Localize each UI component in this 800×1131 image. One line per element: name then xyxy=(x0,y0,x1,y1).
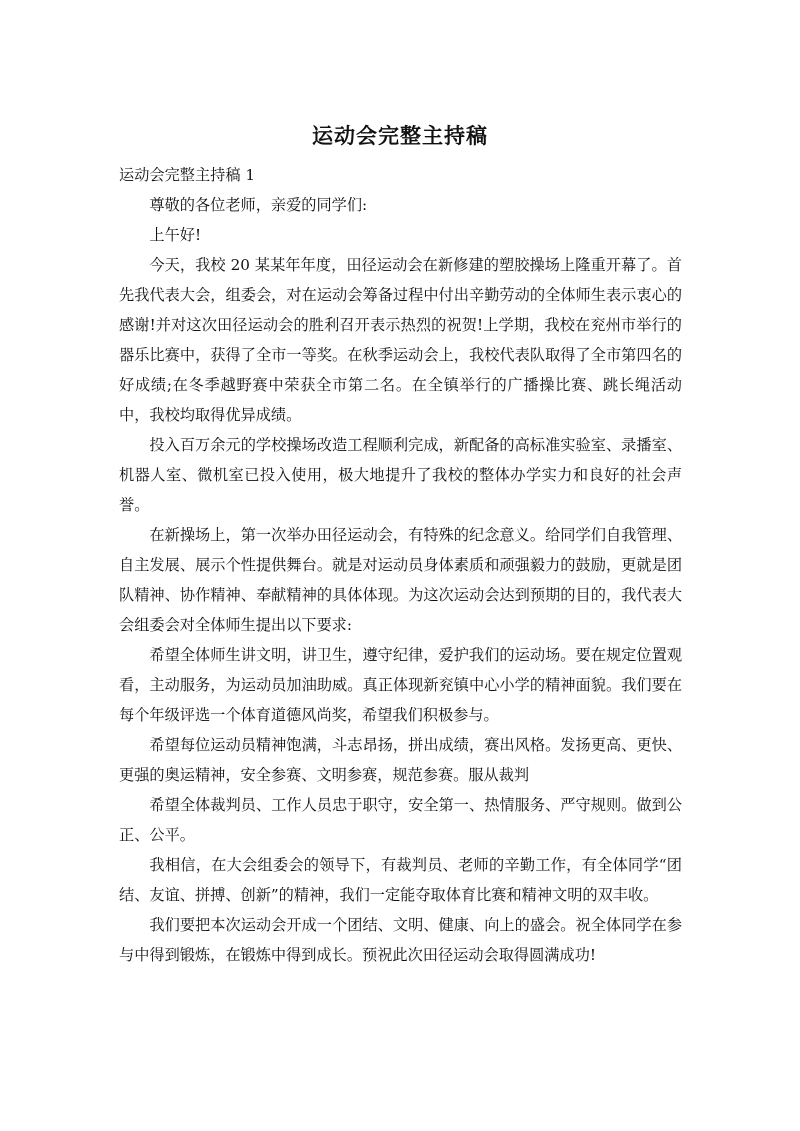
document-title: 运动会完整主持稿 xyxy=(312,124,488,148)
closing-paragraph: 我们要把本次运动会开成一个团结、文明、健康、向上的盛会。祝全体同学在参与中得到锻炼，在锻炼中得到成长。预祝此次田径运动会取得圆满成功! xyxy=(119,916,682,964)
salutation-paragraph: 尊敬的各位老师，亲爱的同学们: xyxy=(149,196,368,214)
significance-paragraph: 在新操场上，第一次举办田径运动会，有特殊的纪念意义。给同学们自我管理、自主发展、展示个性提供舞台。就是对运动员身体素质和顽强毅力的鼓励，更就是团队精神、协作精神、奉献精神的具体体现。为这次运动会达到预期的目的，我代表大会组委会对全体师生提出以下要求: xyxy=(119,526,682,634)
document-subtitle: 运动会完整主持稿 1 xyxy=(119,166,255,184)
opening-paragraph: 今天，我校 20 某某年年度，田径运动会在新修建的塑胶操场上隆重开幕了。首先我代表大会，组委会，对在运动会筹备过程中付出辛勤劳动的全体师生表示衷心的感谢!并对这次田径运动会的胜利召开表示热烈的祝贺!上学期，我校在兖州市举行的器乐比赛中，获得了全市一等奖。在秋季运动会上，我校代表队取得了全市第四名的好成绩;在冬季越野赛中荣获全市第二名。在全镇举行的广播操比赛、跳长绳活动中，我校均取得优异成绩。 xyxy=(119,256,682,424)
greeting-paragraph: 上午好! xyxy=(149,226,202,244)
requirements-teachers-students-paragraph: 希望全体师生讲文明，讲卫生，遵守纪律，爱护我们的运动场。要在规定位置观看，主动服务，为运动员加油助威。真正体现新兖镇中心小学的精神面貌。我们要在每个年级评选一个体育道德风尚奖，希望我们积极参与。 xyxy=(119,646,682,724)
requirements-athletes-paragraph: 希望每位运动员精神饱满，斗志昂扬，拼出成绩，赛出风格。发扬更高、更快、更强的奥运精神，安全参赛、文明参赛，规范参赛。服从裁判 xyxy=(119,736,682,784)
requirements-referees-paragraph: 希望全体裁判员、工作人员忠于职守，安全第一、热情服务、严守规则。做到公正、公平。 xyxy=(119,796,682,844)
confidence-paragraph: 我相信，在大会组委会的领导下，有裁判员、老师的辛勤工作，有全体同学“团结、友谊、拼搏、创新”的精神，我们一定能夺取体育比赛和精神文明的双丰收。 xyxy=(119,856,682,904)
document-body xyxy=(119,160,682,970)
facilities-paragraph: 投入百万余元的学校操场改造工程顺利完成，新配备的高标准实验室、录播室、机器人室、微机室已投入使用，极大地提升了我校的整体办学实力和良好的社会声誉。 xyxy=(119,436,682,514)
